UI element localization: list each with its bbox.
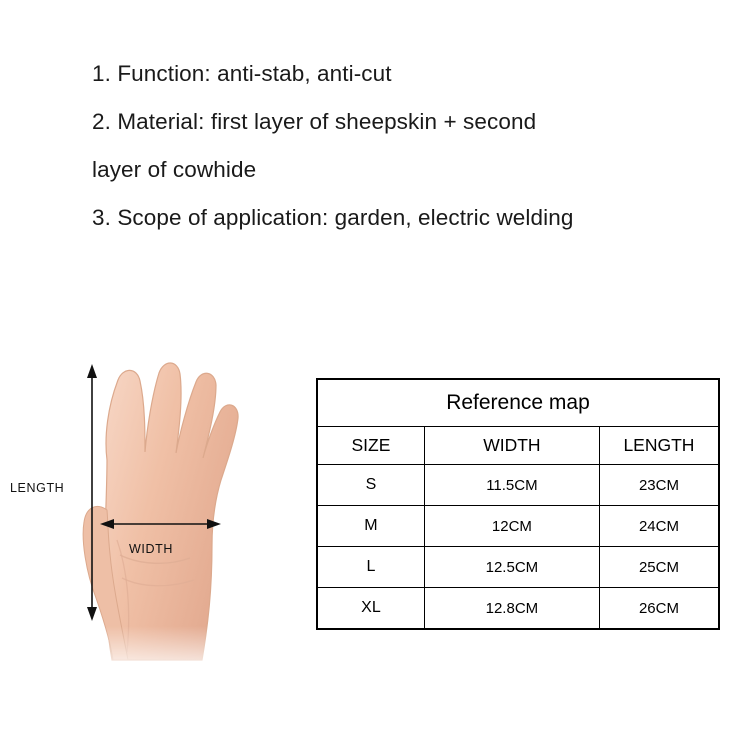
hand-illustration: [80, 363, 240, 680]
feature-line: layer of cowhide: [92, 157, 257, 182]
table-title: Reference map: [317, 379, 719, 427]
cell-size: L: [317, 547, 424, 588]
table-row: [317, 547, 719, 588]
column-header-size: SIZE: [317, 427, 424, 465]
cell-length: 25CM: [599, 547, 719, 588]
feature-line: 3. Scope of application: garden, electric welding: [92, 205, 574, 230]
cell-size: M: [317, 506, 424, 547]
palm-shape: [105, 363, 238, 660]
column-header-length: LENGTH: [599, 427, 719, 465]
cell-size: XL: [317, 588, 424, 630]
length-label: LENGTH: [10, 481, 65, 495]
feature-line: 2. Material: first layer of sheepskin + second: [92, 109, 537, 134]
reference-map-table: [316, 378, 720, 630]
cell-width: 12CM: [424, 506, 599, 547]
hand-measurement-diagram: [0, 340, 300, 680]
cell-width: 11.5CM: [424, 465, 599, 506]
cell-length: 26CM: [599, 588, 719, 630]
product-feature-list: [92, 50, 722, 242]
table-header-row: [317, 427, 719, 465]
column-header-width: WIDTH: [424, 427, 599, 465]
cell-size: S: [317, 465, 424, 506]
cell-width: 12.8CM: [424, 588, 599, 630]
cell-length: 24CM: [599, 506, 719, 547]
feature-line: 1. Function: anti-stab, anti-cut: [92, 61, 392, 86]
table-title-row: [317, 379, 719, 427]
table-row: [317, 506, 719, 547]
table-row: [317, 588, 719, 630]
table-row: [317, 465, 719, 506]
cell-width: 12.5CM: [424, 547, 599, 588]
width-label: WIDTH: [129, 542, 173, 556]
cell-length: 23CM: [599, 465, 719, 506]
